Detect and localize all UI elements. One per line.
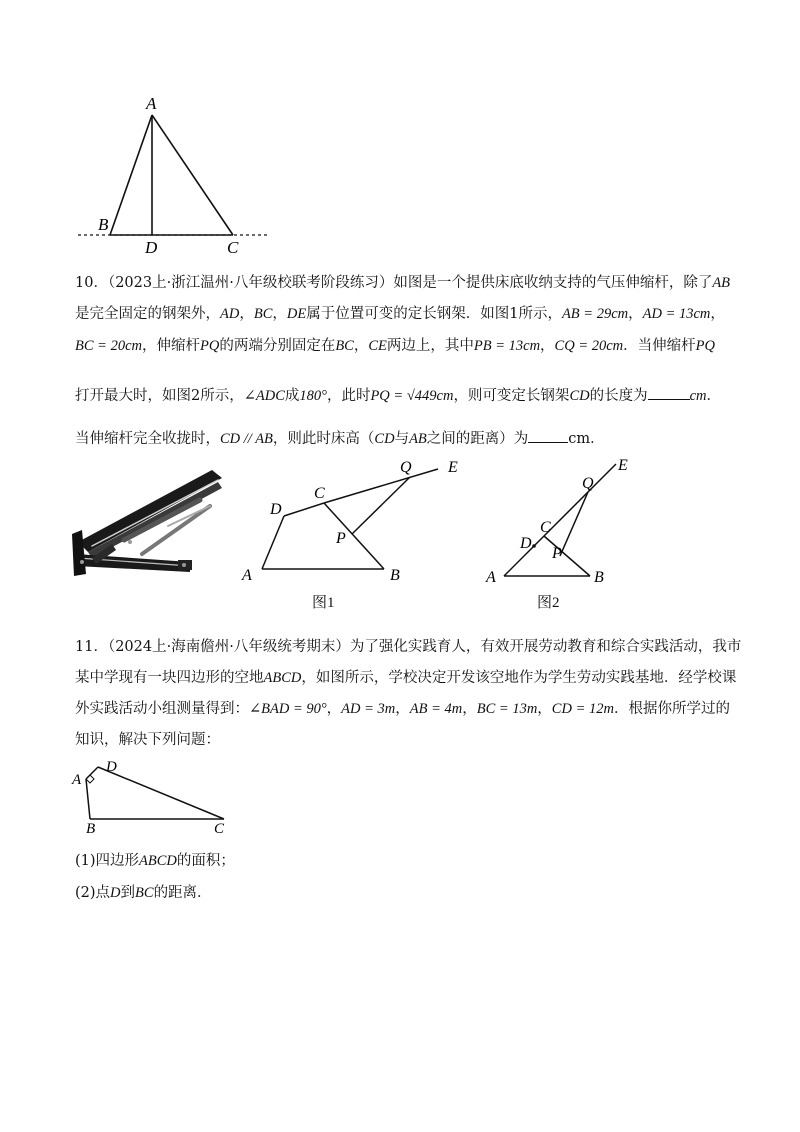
q10-line-5: 当伸缩杆完全收拢时，CD // AB，则此时床高（CD与AB之间的距离）为 cm． [75, 428, 605, 449]
q10-line-3: BC = 20cm，伸缩杆PQ的两端分别固定在BC，CE两边上，其中PB = 13cm，CQ = 20cm．当伸缩杆PQ [75, 338, 715, 354]
fig1-side-dc [284, 503, 324, 516]
figure-2 [484, 452, 644, 586]
fig1-label-e: E [448, 459, 458, 476]
label-d: D [145, 238, 158, 257]
answer-blank-cd[interactable] [648, 385, 690, 400]
q10-line-2: 是完全固定的钢架外，AD，BC，DE属于位置可变的定长钢架．如图1所示，AB = 29cm，AD = 13cm， [75, 306, 725, 322]
fig1-side-ce [324, 469, 438, 503]
fig2-point-d [532, 544, 536, 548]
q11-line-3: 外实践活动小组测量得到：∠BAD = 90°，AD = 3m，AB = 4m，BC = 13m，CD = 12m．根据你所学过的 [75, 701, 730, 717]
quad-label-c: C [214, 821, 225, 835]
q10-line-4: 打开最大时，如图2所示，∠ADC成180°，此时PQ = √449cm，则可变定长钢架CD的长度为 cm． [75, 385, 721, 406]
fig2-label-c: C [540, 519, 551, 536]
fig1-label-d: D [270, 501, 282, 518]
q10-line-1: 10．（2023上·浙江温州·八年级校联考阶段练习）如图是一个提供床底收纳支持的气压伸缩杆，除了AB [75, 275, 731, 291]
figure-1-caption: 图1 [312, 595, 335, 611]
right-angle-mark [86, 775, 94, 783]
gas-strut-bed-lift-photo [72, 462, 227, 582]
fig1-label-p: P [336, 530, 346, 547]
quad-label-b: B [86, 821, 96, 835]
side-ab [110, 115, 152, 235]
fig2-strut-pq [560, 492, 588, 556]
fig1-label-b: B [390, 567, 400, 584]
answer-blank-height[interactable] [528, 428, 568, 443]
q11-line-2: 某中学现有一块四边形的空地ABCD，如图所示，学校决定开发该空地作为学生劳动实践基地．经学校课 [75, 670, 737, 686]
figure-1 [238, 452, 468, 586]
quad-side-ab [86, 779, 90, 819]
label-b: B [98, 215, 109, 234]
fig1-label-q: Q [400, 459, 412, 476]
fig1-label-c: C [314, 485, 325, 502]
fig2-label-q: Q [582, 475, 594, 492]
label-c: C [227, 238, 239, 257]
fig2-side-cb [544, 536, 590, 576]
fig2-label-p: P [552, 545, 562, 562]
fig2-label-d: D [520, 535, 532, 552]
fig2-label-a: A [486, 569, 496, 586]
fig1-side-cb [324, 503, 384, 569]
triangle-figure [70, 90, 280, 260]
fig2-label-b: B [594, 569, 604, 586]
side-ac [152, 115, 233, 235]
label-a: A [146, 94, 157, 113]
quad-side-dc [98, 767, 224, 819]
quad-label-a: A [72, 772, 82, 788]
fig1-label-a: A [242, 567, 252, 584]
quad-label-d: D [106, 759, 117, 775]
q11-line-4: 知识，解决下列问题： [75, 732, 220, 748]
fig1-side-ad [262, 516, 284, 569]
q11-sub-question-1: (1)四边形ABCD的面积； [75, 853, 235, 869]
quadrilateral-figure [68, 753, 238, 835]
figure-2-caption: 图2 [537, 595, 560, 611]
q11-sub-question-2: (2)点D到BC的距离． [75, 885, 212, 901]
fig2-label-e: E [618, 457, 628, 474]
q11-line-1: 11．（2024上·海南儋州·八年级统考期末）为了强化实践育人，有效开展劳动教育和综合实践活动，我市 [75, 639, 742, 655]
